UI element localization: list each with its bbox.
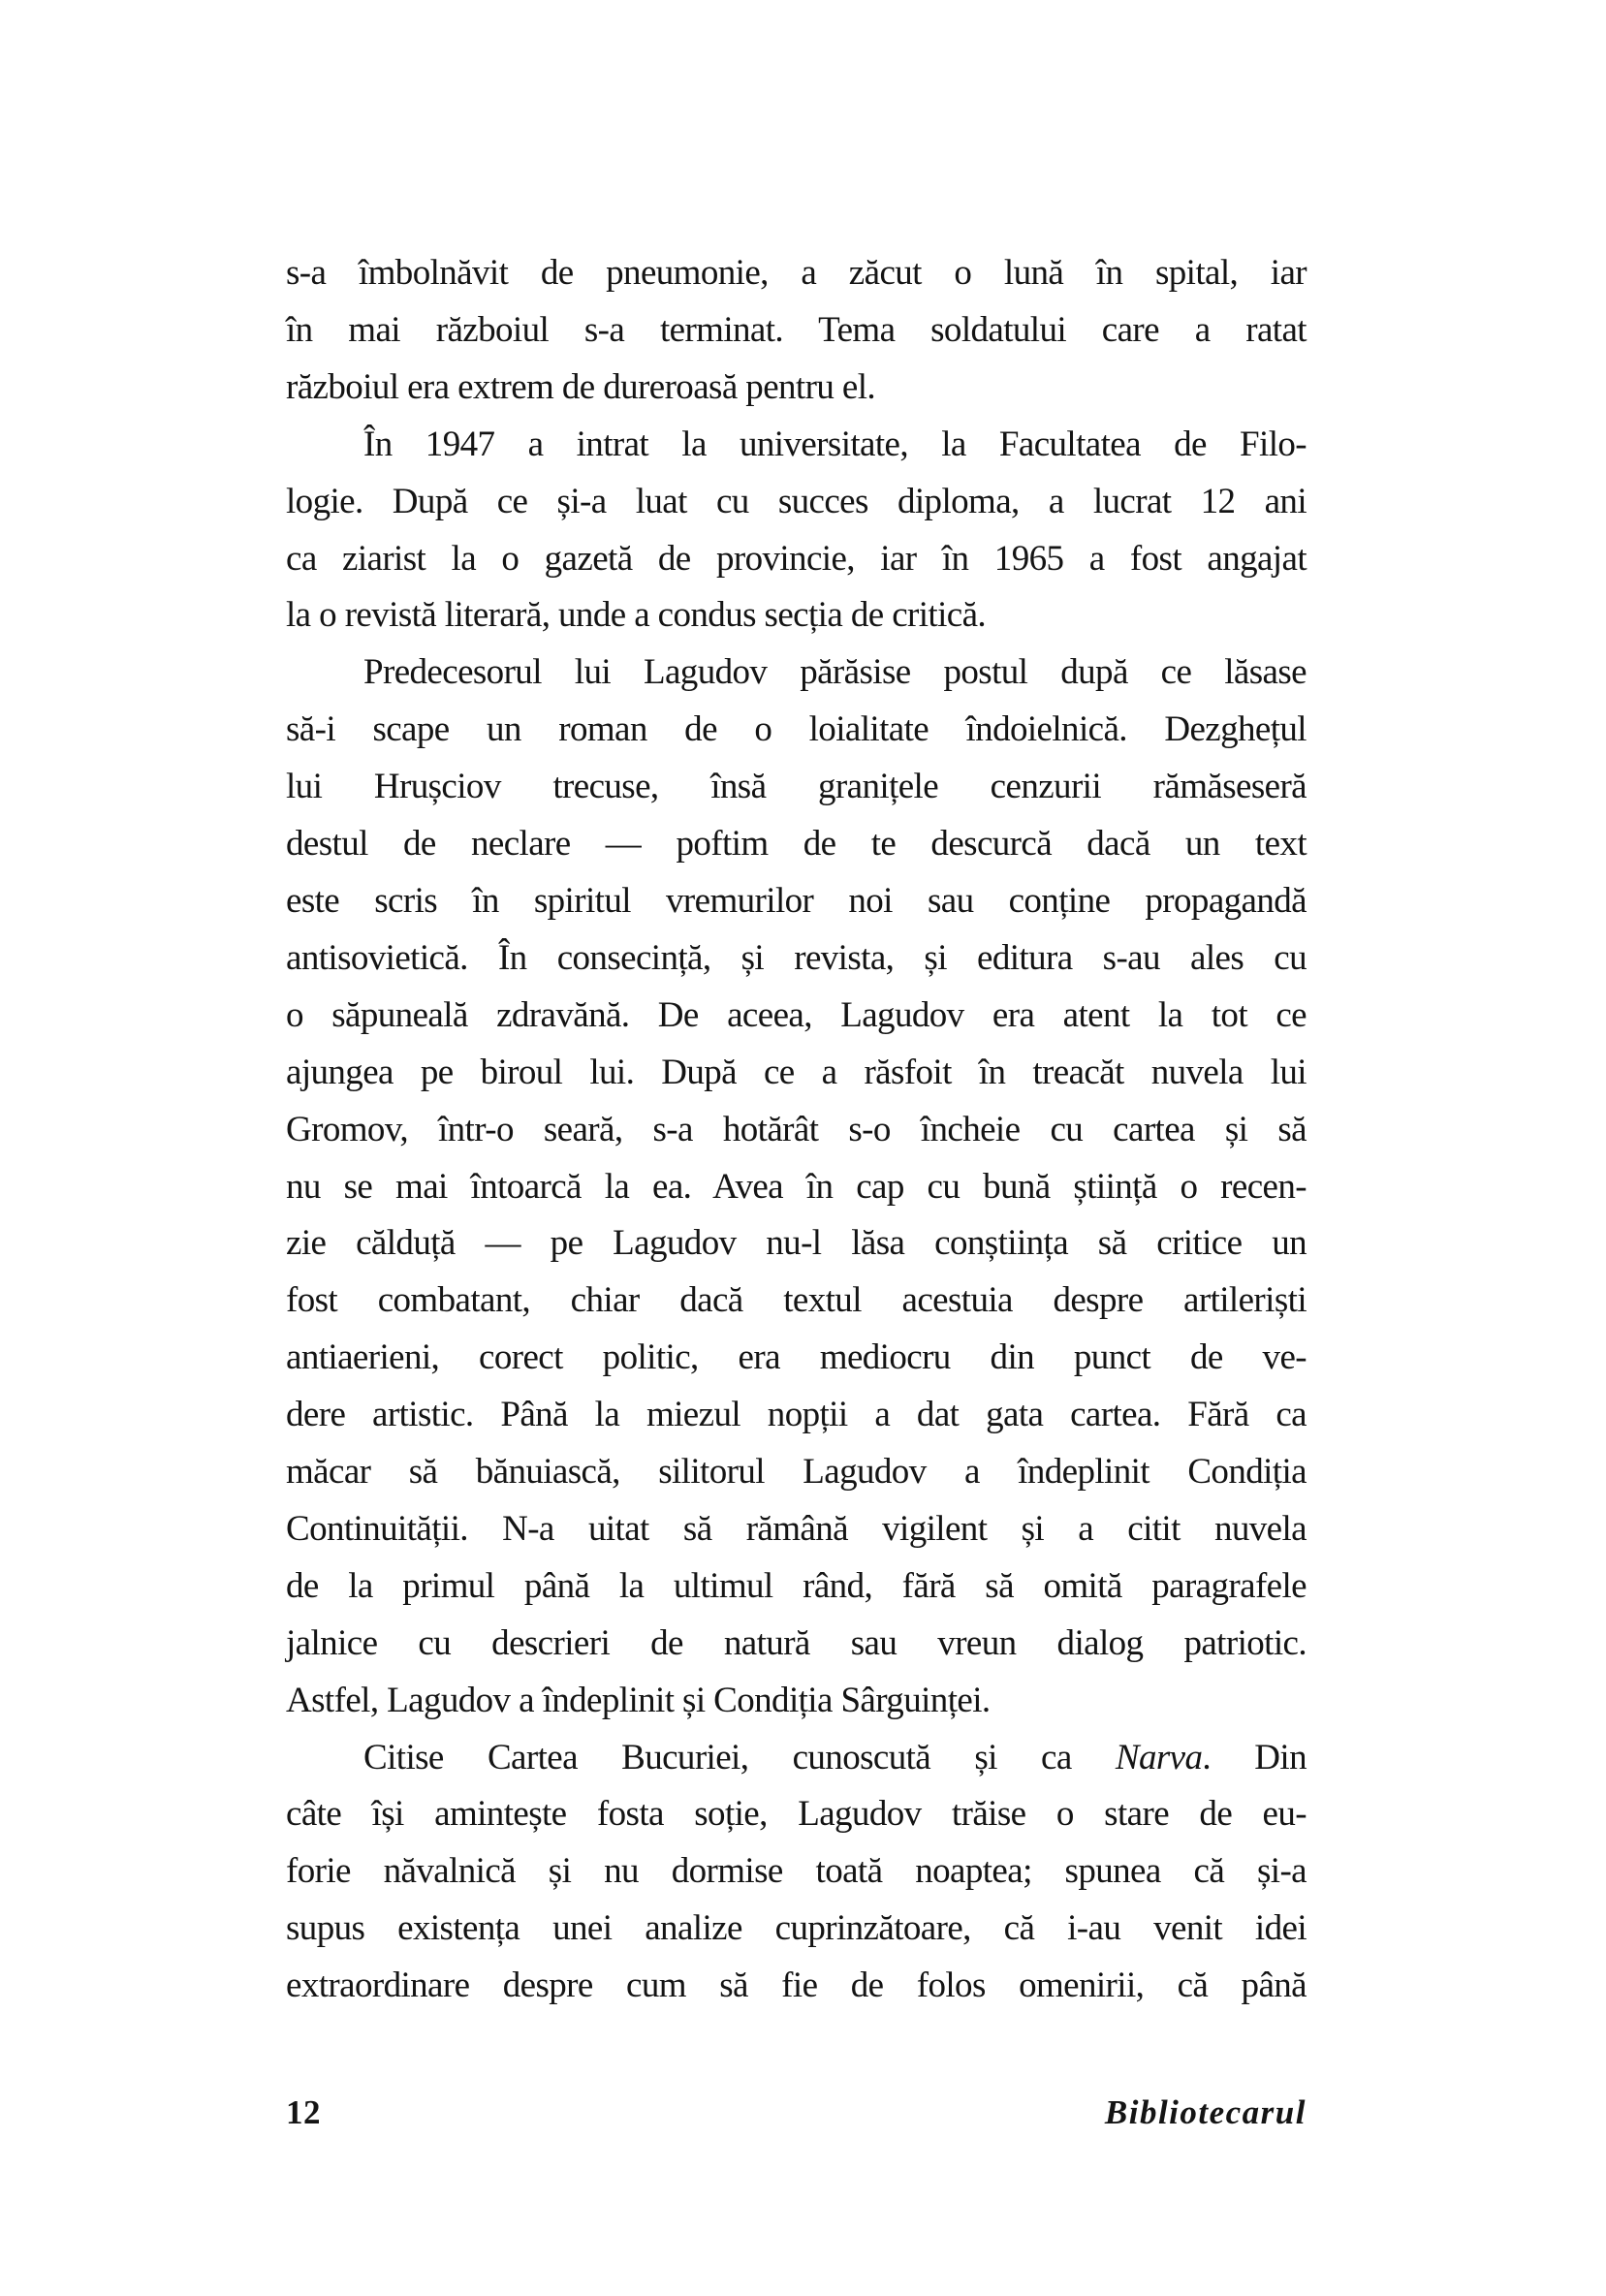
text-line: în mai războiul s-a terminat. Tema soldatului care a ratat bbox=[286, 309, 1307, 350]
paragraph bbox=[286, 1730, 1307, 2016]
page-footer bbox=[286, 2093, 1307, 2132]
text-line: s-a îmbolnăvit de pneumonie, a zăcut o lună în spital, iar bbox=[286, 253, 1307, 293]
text-line: Predecesorul lui Lagudov părăsise postul după ce lăsase bbox=[363, 652, 1307, 693]
text-line: forie năvalnică și nu dormise toată noaptea; spunea că și-a bbox=[286, 1851, 1307, 1892]
text-line: câte își amintește fosta soție, Lagudov trăise o stare de eu- bbox=[286, 1794, 1307, 1835]
text-line: Gromov, într-o seară, s-a hotărât s-o încheie cu cartea și să bbox=[286, 1109, 1307, 1149]
page-number: 12 bbox=[286, 2093, 321, 2131]
text-line bbox=[286, 1730, 1307, 1787]
text-line: la o revistă literară, unde a condus secția de critică. bbox=[286, 595, 987, 636]
text-line: de la primul până la ultimul rând, fără să omită paragrafele bbox=[286, 1565, 1307, 1606]
plain-text: . Din bbox=[1202, 1737, 1307, 1777]
text-line: nu se mai întoarcă la ea. Avea în cap cu bună știință o recen- bbox=[286, 1166, 1307, 1207]
text-line: extraordinare despre cum să fie de folos omenirii, că până bbox=[286, 1966, 1307, 2006]
running-title: Bibliotecarul bbox=[1104, 2093, 1307, 2131]
paragraph bbox=[286, 245, 1307, 417]
page-text bbox=[286, 245, 1307, 2015]
text-line: fost combatant, chiar dacă textul acestuia despre artileriști bbox=[286, 1280, 1307, 1321]
text-line: dere artistic. Până la miezul nopții a dat gata cartea. Fără ca bbox=[286, 1395, 1307, 1435]
text-line: logie. După ce și-a luat cu succes diploma, a lucrat 12 ani bbox=[286, 481, 1307, 521]
text-line: antisovietică. În consecință, și revista, și editura s-au ales cu bbox=[286, 937, 1307, 978]
text-line: o săpuneală zdravănă. De aceea, Lagudov era atent la tot ce bbox=[286, 994, 1307, 1035]
text-line: jalnice cu descrieri de natură sau vreun dialog patriotic. bbox=[286, 1622, 1307, 1663]
text-line: supus existența unei analize cuprinzătoare, că i-au venit idei bbox=[286, 1908, 1307, 1949]
text-line: Continuității. N-a uitat să rămână vigilent și a citit nuvela bbox=[286, 1508, 1307, 1549]
plain-text: Citise Cartea Bucuriei, cunoscută și ca bbox=[363, 1737, 1116, 1777]
text-line: lui Hrușciov trecuse, însă granițele cenzurii rămăseseră bbox=[286, 767, 1307, 807]
paragraph bbox=[286, 645, 1307, 1729]
text-line: să-i scape un roman de o loialitate îndoielnică. Dezghețul bbox=[286, 709, 1307, 750]
text-line: ca ziarist la o gazetă de provincie, iar în 1965 a fost angajat bbox=[286, 538, 1307, 579]
text-line: antiaerieni, corect politic, era mediocru din punct de ve- bbox=[286, 1337, 1307, 1378]
text-line: este scris în spiritul vremurilor noi sau conține propagandă bbox=[286, 880, 1307, 921]
text-line: ajungea pe biroul lui. După ce a răsfoit în treacăt nuvela lui bbox=[286, 1052, 1307, 1092]
text-line: zie călduță — pe Lagudov nu-l lăsa conștiința să critice un bbox=[286, 1223, 1307, 1264]
italic-text: Narva bbox=[1115, 1737, 1203, 1777]
text-line: În 1947 a intrat la universitate, la Facultatea de Filo- bbox=[363, 424, 1307, 464]
text-line: măcar să bănuiască, silitorul Lagudov a îndeplinit Condiția bbox=[286, 1452, 1307, 1493]
paragraph bbox=[286, 417, 1307, 645]
text-line: Astfel, Lagudov a îndeplinit și Condiția Sârguinței. bbox=[286, 1680, 991, 1720]
text-line: războiul era extrem de dureroasă pentru el. bbox=[286, 366, 876, 407]
text-line: destul de neclare — poftim de te descurcă dacă un text bbox=[286, 824, 1307, 865]
